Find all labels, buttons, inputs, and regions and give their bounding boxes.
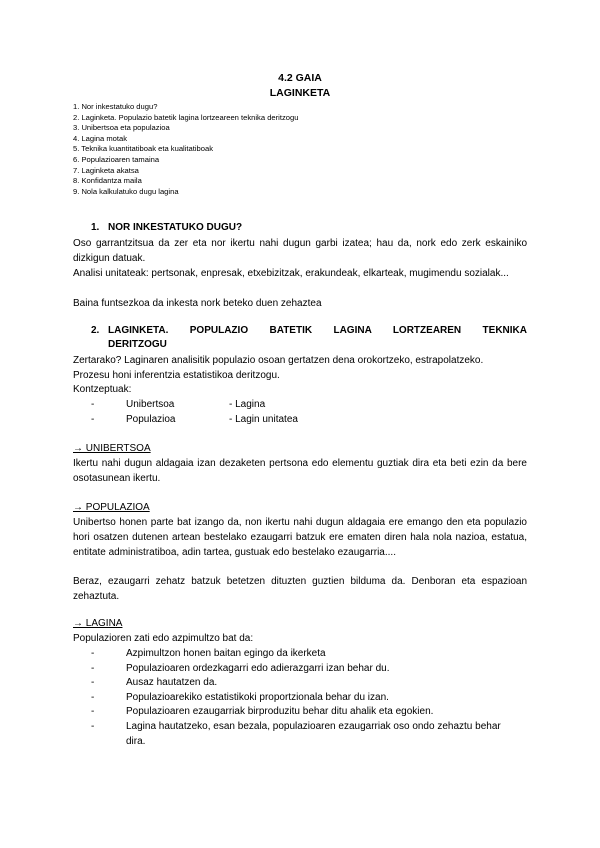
lagina-intro: Populazioren zati edo azpimultzo bat da: <box>73 633 254 644</box>
dash-bullet: - <box>91 648 95 659</box>
section-1-paragraph-2: Analisi unitateak: pertsonak, enpresak, etxebizitzak, erakundeak, elkarteak, mugimendu sozialak... <box>73 268 509 279</box>
section-2-title-line-1: LAGINKETA. POPULAZIO BATETIK LAGINA LORTZEAREN TEKNIKA <box>108 325 527 336</box>
list-item-text: Populazioarekiko estatistikoki proportzionala behar du izan. <box>126 692 389 703</box>
list-item-text: Lagina hautatzeko, esan bezala, populazioaren ezaugarriak oso ondo zehaztu behar <box>126 721 501 732</box>
section-1-paragraph-3: Baina funtsezkoa da inkesta nork beteko duen zehaztea <box>73 298 322 309</box>
list-item-text: Azpimultzon honen baitan egingo da ikerketa <box>126 648 326 659</box>
unibertsoa-text: Ikertu nahi dugun aldagaia izan dezaketen pertsona edo elementu guztiak dira eta beti ezin da bere osotasunean ikertu. <box>73 458 527 484</box>
toc-item: 9. Nola kalkulatuko dugu lagina <box>73 186 179 196</box>
toc-item: 5. Teknika kuantitatiboak eta kualitatiboak <box>73 144 214 154</box>
populazioa-label: → POPULAZIOA <box>73 502 150 513</box>
concept-right: - Lagin unitatea <box>229 414 298 425</box>
dash-bullet: - <box>91 399 95 410</box>
section-1-paragraph-1: Oso garrantzitsua da zer eta nor ikertu nahi dugun garbi izatea; hau da, nork edo zerk eskainiko dizkigun datuak. <box>73 238 527 264</box>
list-item-text: dira. <box>126 736 146 747</box>
dash-bullet: - <box>91 663 95 674</box>
dash-bullet: - <box>91 706 95 717</box>
section-2-number: 2. <box>91 325 100 336</box>
concept-right: - Lagina <box>229 399 266 410</box>
populazioa-paragraph-2: Beraz, ezaugarri zehatz batzuk betetzen dituzten guztien bilduma da. Denboran eta espazioan zehaztuta. <box>73 576 527 602</box>
concept-left: Populazioa <box>126 414 176 425</box>
populazioa-paragraph-1: Unibertso honen parte bat izango da, non ikertu nahi dugun aldagaia ere emango den eta populazio hori osatzen dutenen artean bestelako ezaugarri batzuk ere ematen diren hala nola nazioa, estatua, entitate administratiboa, adin tartea, gustuak edo bestelako ezaugarria.... <box>73 517 527 558</box>
page-title: 4.2 GAIA <box>278 72 322 84</box>
toc-item: 8. Konfidantza maila <box>73 176 142 186</box>
dash-bullet: - <box>91 721 95 732</box>
list-item-text: Populazioaren ezaugarriak birproduzitu behar ditu ahalik eta egokien. <box>126 706 434 717</box>
toc-item: 7. Laginketa akatsa <box>73 165 139 175</box>
table-of-contents <box>73 102 298 197</box>
page-subtitle: LAGINKETA <box>269 87 331 99</box>
toc-item: 3. Unibertsoa eta populazioa <box>73 123 170 133</box>
section-2-paragraph-2: Prozesu honi inferentzia estatistikoa deritzogu. <box>73 370 280 381</box>
dash-bullet: - <box>91 692 95 703</box>
dash-bullet: - <box>91 677 95 688</box>
toc-item: 4. Lagina motak <box>73 133 128 143</box>
section-2-paragraph-1: Zertarako? Laginaren analisitik populazio osoan gertatzen dena orokortzeko, estrapolatzeko. <box>73 355 484 366</box>
toc-item: 6. Populazioaren tamaina <box>73 154 160 164</box>
lagina-label: → LAGINA <box>73 618 123 629</box>
dash-bullet: - <box>91 414 95 425</box>
section-1-number: 1. <box>91 222 100 233</box>
section-1-title: NOR INKESTATUKO DUGU? <box>108 222 243 233</box>
list-item-text: Ausaz hautatzen da. <box>126 677 218 688</box>
section-2-paragraph-3: Kontzeptuak: <box>73 384 132 395</box>
concept-left: Unibertsoa <box>126 399 175 410</box>
section-2-title-line-2: DERITZOGU <box>108 339 167 350</box>
toc-item: 1. Nor inkestatuko dugu? <box>73 102 158 111</box>
unibertsoa-label: → UNIBERTSOA <box>73 443 151 454</box>
toc-item: 2. Laginketa. Populazio batetik lagina lortzeareen teknika deritzogu <box>73 112 299 122</box>
list-item-text: Populazioaren ordezkagarri edo adierazgarri izan behar du. <box>126 663 390 674</box>
